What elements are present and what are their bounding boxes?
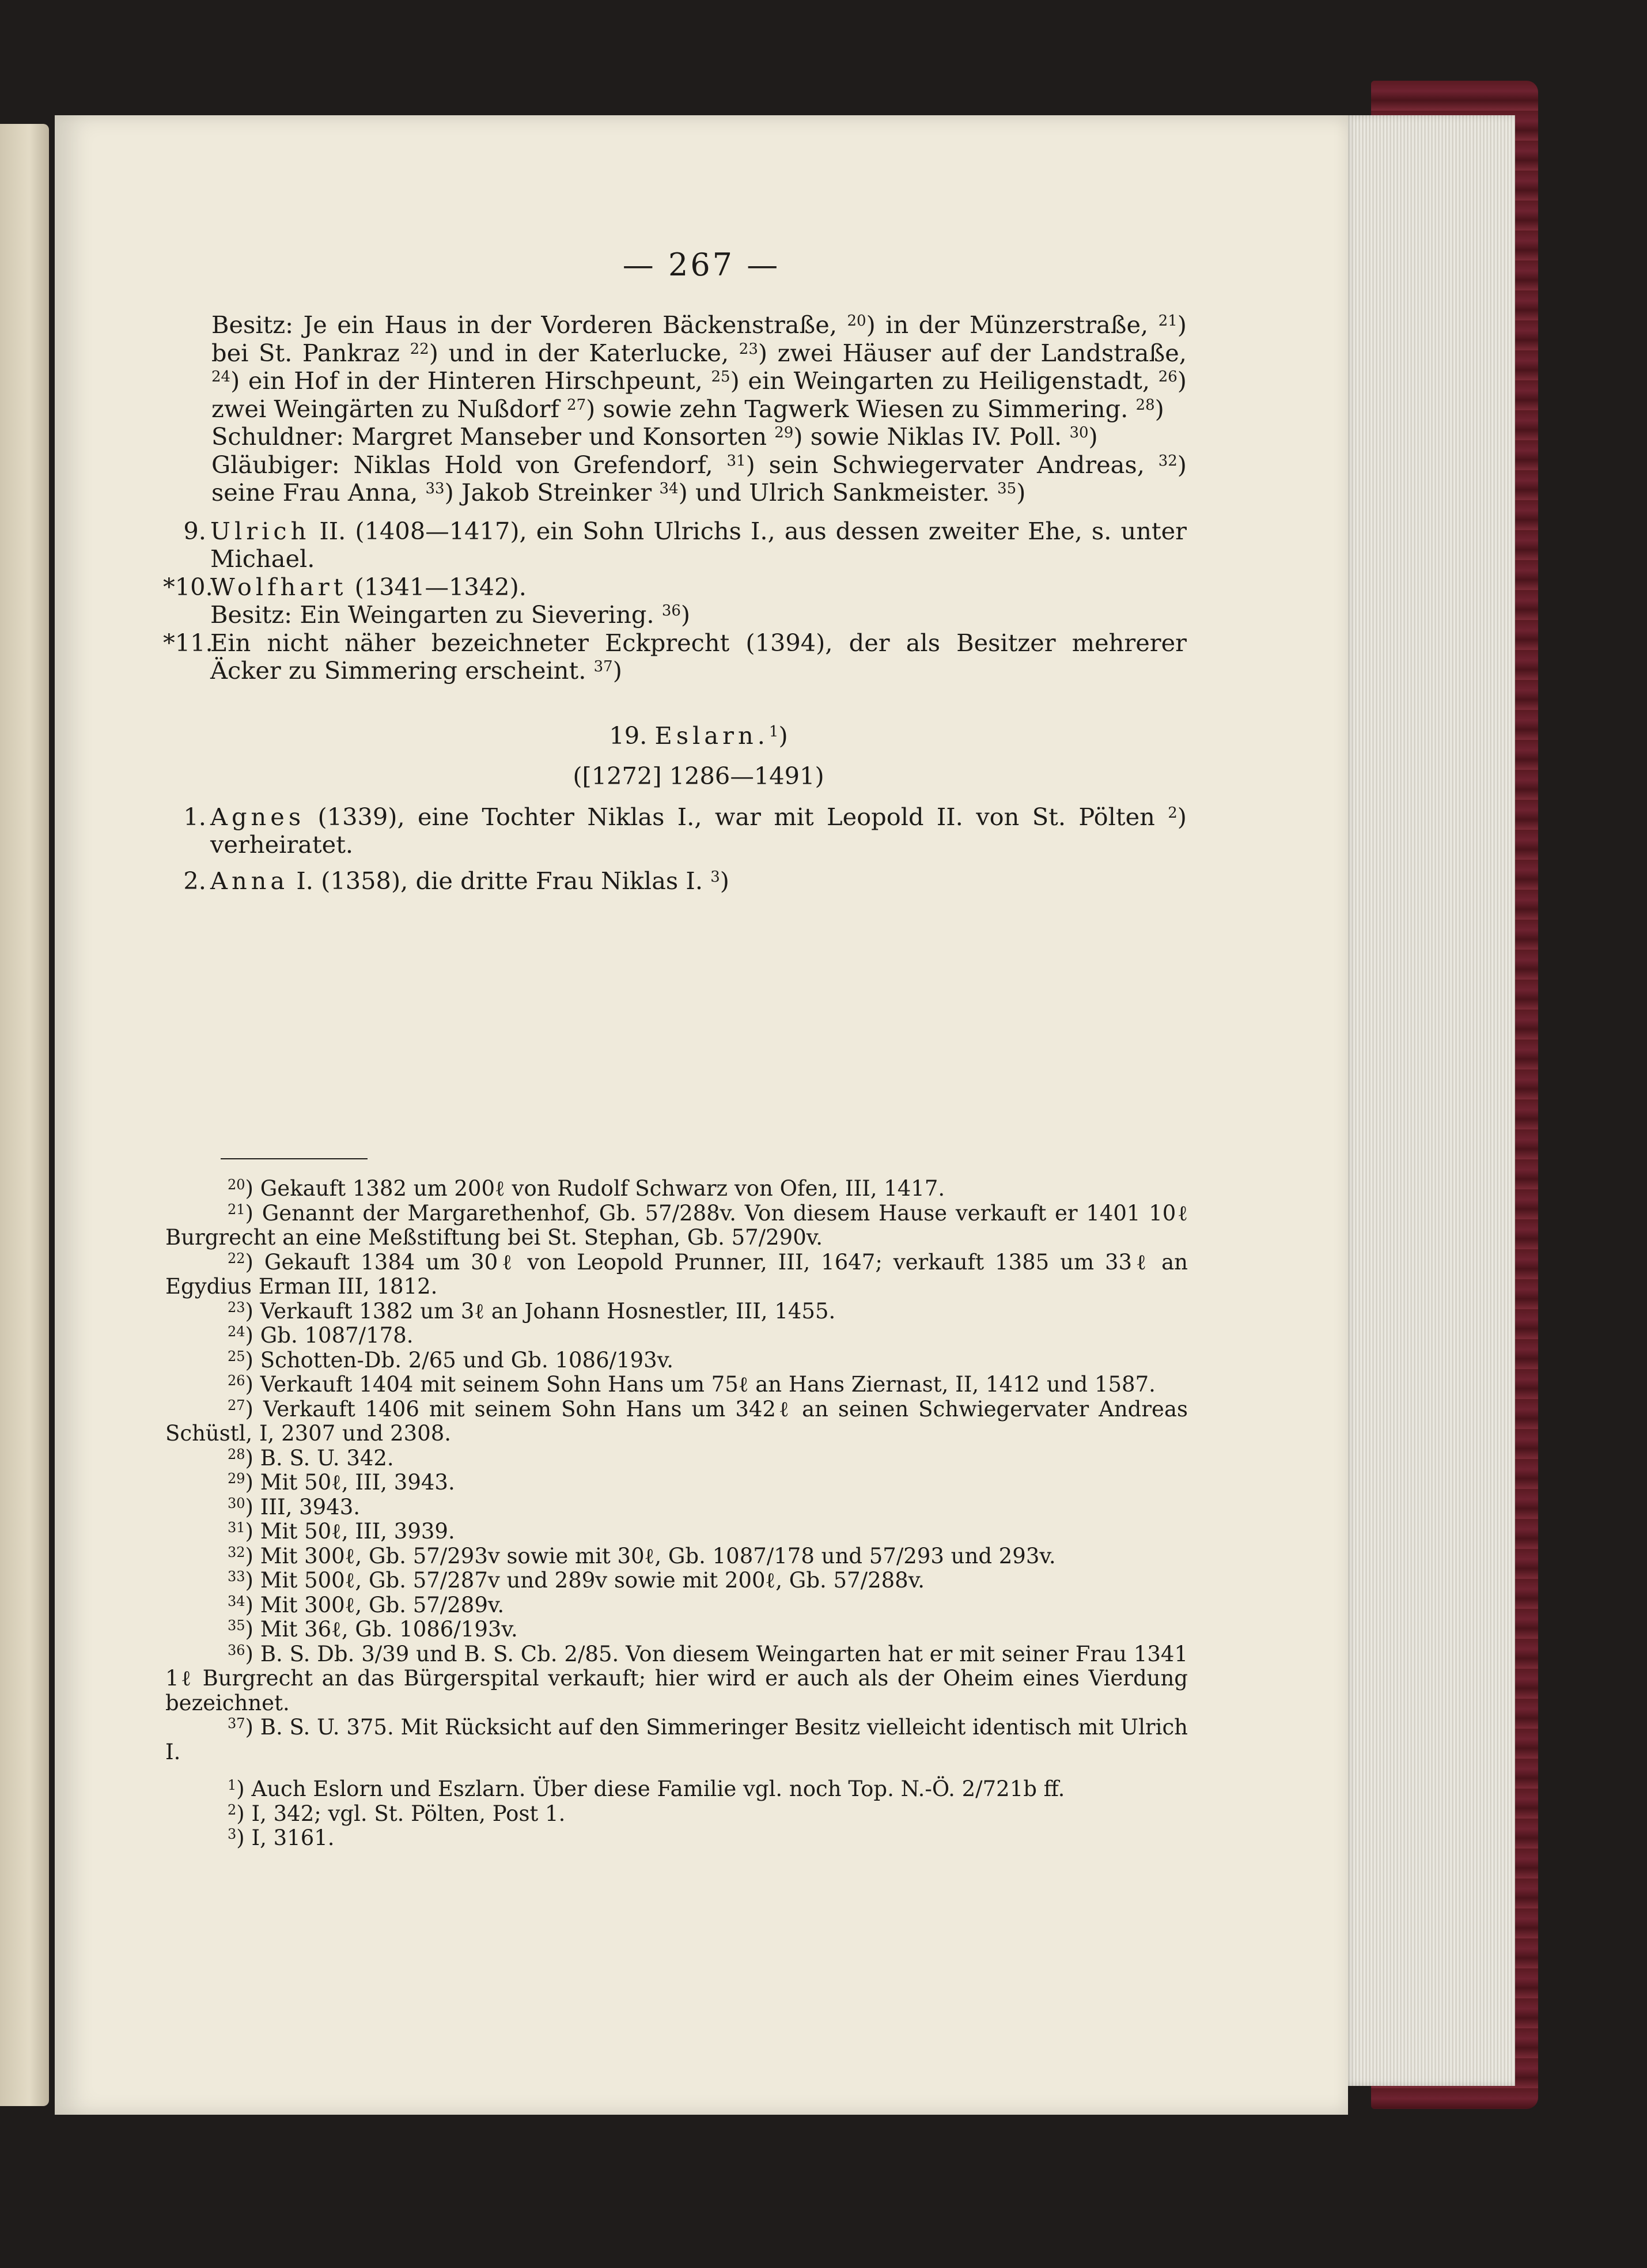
entry-number: 9. [183, 516, 206, 545]
footnote: $^{33}$) Mit 500ℓ, Gb. 57/287v und 289v sowie mit 200ℓ, Gb. 57/288v. [228, 1568, 925, 1593]
footnote-ref: 31 [726, 452, 746, 470]
footnote-rule [221, 1158, 368, 1159]
footnote-ref: 29 [774, 424, 794, 441]
entry-name: Ulrich [210, 516, 311, 545]
entry-name: Anna [210, 866, 289, 895]
footnote-ref: 23 [739, 340, 758, 358]
footnote-ref: 22 [410, 340, 429, 358]
footnote-ref: 34 [659, 480, 679, 497]
footnote: $^3$) I, 3161. [228, 1825, 335, 1850]
footnote: $^{25}$) Schotten-Db. 2/65 und Gb. 1086/193v. [228, 1347, 673, 1373]
schuldner-paragraph: Schuldner: Margret Manseber und Konsorten $^{29}$) sowie Niklas IV. Poll. $^{30}$) [211, 422, 1098, 451]
entry-wolfhart: *10. Wolfhart (1341—1342). Besitz: Ein Weingarten zu Sievering. $^{36}$) [163, 572, 691, 629]
footnote-ref: 32 [1158, 452, 1177, 470]
footnote: $^{24}$) Gb. 1087/178. [228, 1323, 414, 1348]
footnote-ref: 3 [710, 868, 720, 886]
footnote: $^{36}$) B. S. Db. 3/39 und B. S. Cb. 2/85. Von diesem Weingarten hat er mit seiner Frau 1341 1ℓ Burgrecht an das Bürgerspital verkauft; hier wird er auch als der Oheim eines Vierdung bezeichnet. [165, 1641, 1188, 1715]
footnote: $^2$) I, 342; vgl. St. Pölten, Post 1. [228, 1801, 566, 1826]
footnote-ref: 37 [593, 658, 613, 675]
footnote: $^{20}$) Gekauft 1382 um 200ℓ von Rudolf Schwarz von Ofen, III, 1417. [228, 1176, 945, 1201]
footnote: $^{27}$) Verkauft 1406 mit seinem Sohn Hans um 342ℓ an seinen Schwiegervater Andreas Schüstl, I, 2307 und 2308. [165, 1396, 1188, 1446]
entry-ulrich: 9. Ulrich II. (1408—1417), ein Sohn Ulrichs I., aus dessen zweiter Ehe, s. unter Michael. [210, 517, 1187, 573]
footnote-ref: 30 [1069, 424, 1089, 441]
footnote-ref: 24 [211, 368, 231, 385]
footnote: $^{31}$) Mit 50ℓ, III, 3939. [228, 1519, 455, 1544]
footnote-ref: 26 [1158, 368, 1177, 385]
glaeubiger-paragraph: Gläubiger: Niklas Hold von Grefendorf, $^{31}$) sein Schwiegervater Andreas, $^{32}$) seine Frau Anna, $^{33}$) Jakob Streinker $^{34}$) und Ulrich Sankmeister. $^{35}$) [211, 450, 1187, 506]
section-dates: ([1272] 1286—1491) [573, 762, 824, 790]
entry-number: 1. [183, 802, 206, 831]
footnote-ref: 27 [567, 396, 586, 414]
entry-eckprecht: *11. Ein nicht näher bezeichneter Eckprecht (1394), der als Besitzer mehrerer Äcker zu Simmering erscheint. $^{37}$) [163, 628, 1187, 685]
footnote: $^{35}$) Mit 36ℓ, Gb. 1086/193v. [228, 1617, 518, 1642]
main-text [163, 311, 1187, 895]
footnote: $^1$) Auch Eslorn und Eszlarn. Über diese Familie vgl. noch Top. N.-Ö. 2/721b ff. [228, 1776, 1065, 1801]
entry-number: 2. [183, 866, 206, 895]
entry-name: Agnes [210, 802, 305, 831]
footnote-ref: 28 [1135, 396, 1155, 414]
footnote: $^{29}$) Mit 50ℓ, III, 3943. [228, 1470, 455, 1495]
section-footnotes [165, 1777, 1188, 1851]
left-page-edge [0, 124, 49, 2106]
footnote-ref: 1 [768, 723, 779, 740]
footnote: $^{28}$) B. S. U. 342. [228, 1445, 394, 1471]
section-heading: 19. Eslarn.$^1$) [609, 721, 788, 750]
footnote-ref: 33 [425, 480, 445, 497]
footnote: $^{37}$) B. S. U. 375. Mit Rücksicht auf den Simmeringer Besitz vielleicht identisch mit Ulrich I. [165, 1715, 1188, 1764]
entry-number: *11. [163, 628, 213, 657]
book-page [55, 115, 1348, 2115]
footnote-ref: 20 [847, 312, 866, 330]
footnote: $^{22}$) Gekauft 1384 um 30ℓ von Leopold Prunner, III, 1647; verkauft 1385 um 33ℓ an Egydius Erman III, 1812. [165, 1249, 1188, 1299]
entry-number: *10. [163, 572, 213, 601]
entry-agnes: 1. Agnes (1339), eine Tochter Niklas I., war mit Leopold II. von St. Pölten $^2$) verheiratet. [210, 803, 1187, 859]
footnote: $^{32}$) Mit 300ℓ, Gb. 57/293v sowie mit 30ℓ, Gb. 1087/178 und 57/293 und 293v. [228, 1543, 1056, 1568]
page-edges [1342, 115, 1515, 2086]
footnote-ref: 21 [1158, 312, 1177, 330]
footnote: $^{34}$) Mit 300ℓ, Gb. 57/289v. [228, 1592, 505, 1617]
footnote: $^{21}$) Genannt der Margarethenhof, Gb. 57/288v. Von diesem Hause verkauft er 1401 10ℓ Burgrecht an eine Meßstiftung bei St. Stephan, Gb. 57/290v. [165, 1200, 1188, 1250]
footnote-ref: 25 [711, 368, 730, 385]
besitz-paragraph: Besitz: Je ein Haus in der Vorderen Bäckenstraße, $^{20}$) in der Münzerstraße, $^{21}$) bei St. Pankraz $^{22}$) und in der Katerlucke, $^{23}$) zwei Häuser auf der Landstraße, $^{24}$) ein Hof in der Hinteren Hirschpeunt, $^{25}$) ein Weingarten zu Heiligenstadt, $^{26}$) zwei Weingärten zu Nußdorf $^{27}$) sowie zehn Tagwerk Wiesen zu Simmering. $^{28}$) [211, 311, 1187, 423]
footnote-ref: 2 [1168, 804, 1177, 822]
footnote: $^{26}$) Verkauft 1404 mit seinem Sohn Hans um 75ℓ an Hans Ziernast, II, 1412 und 1587. [228, 1372, 1156, 1397]
footnote-ref: 36 [661, 602, 681, 619]
footnote: $^{30}$) III, 3943. [228, 1494, 361, 1519]
footnote: $^{23}$) Verkauft 1382 um 3ℓ an Johann Hosnestler, III, 1455. [228, 1298, 836, 1324]
entry-anna: 2. Anna I. (1358), die dritte Frau Niklas I. $^3$) [210, 867, 1187, 895]
footnote-ref: 35 [997, 480, 1017, 497]
page-number: — 267 — [622, 247, 781, 283]
footnotes [165, 1177, 1188, 1851]
entry-name: Wolfhart [210, 572, 347, 601]
